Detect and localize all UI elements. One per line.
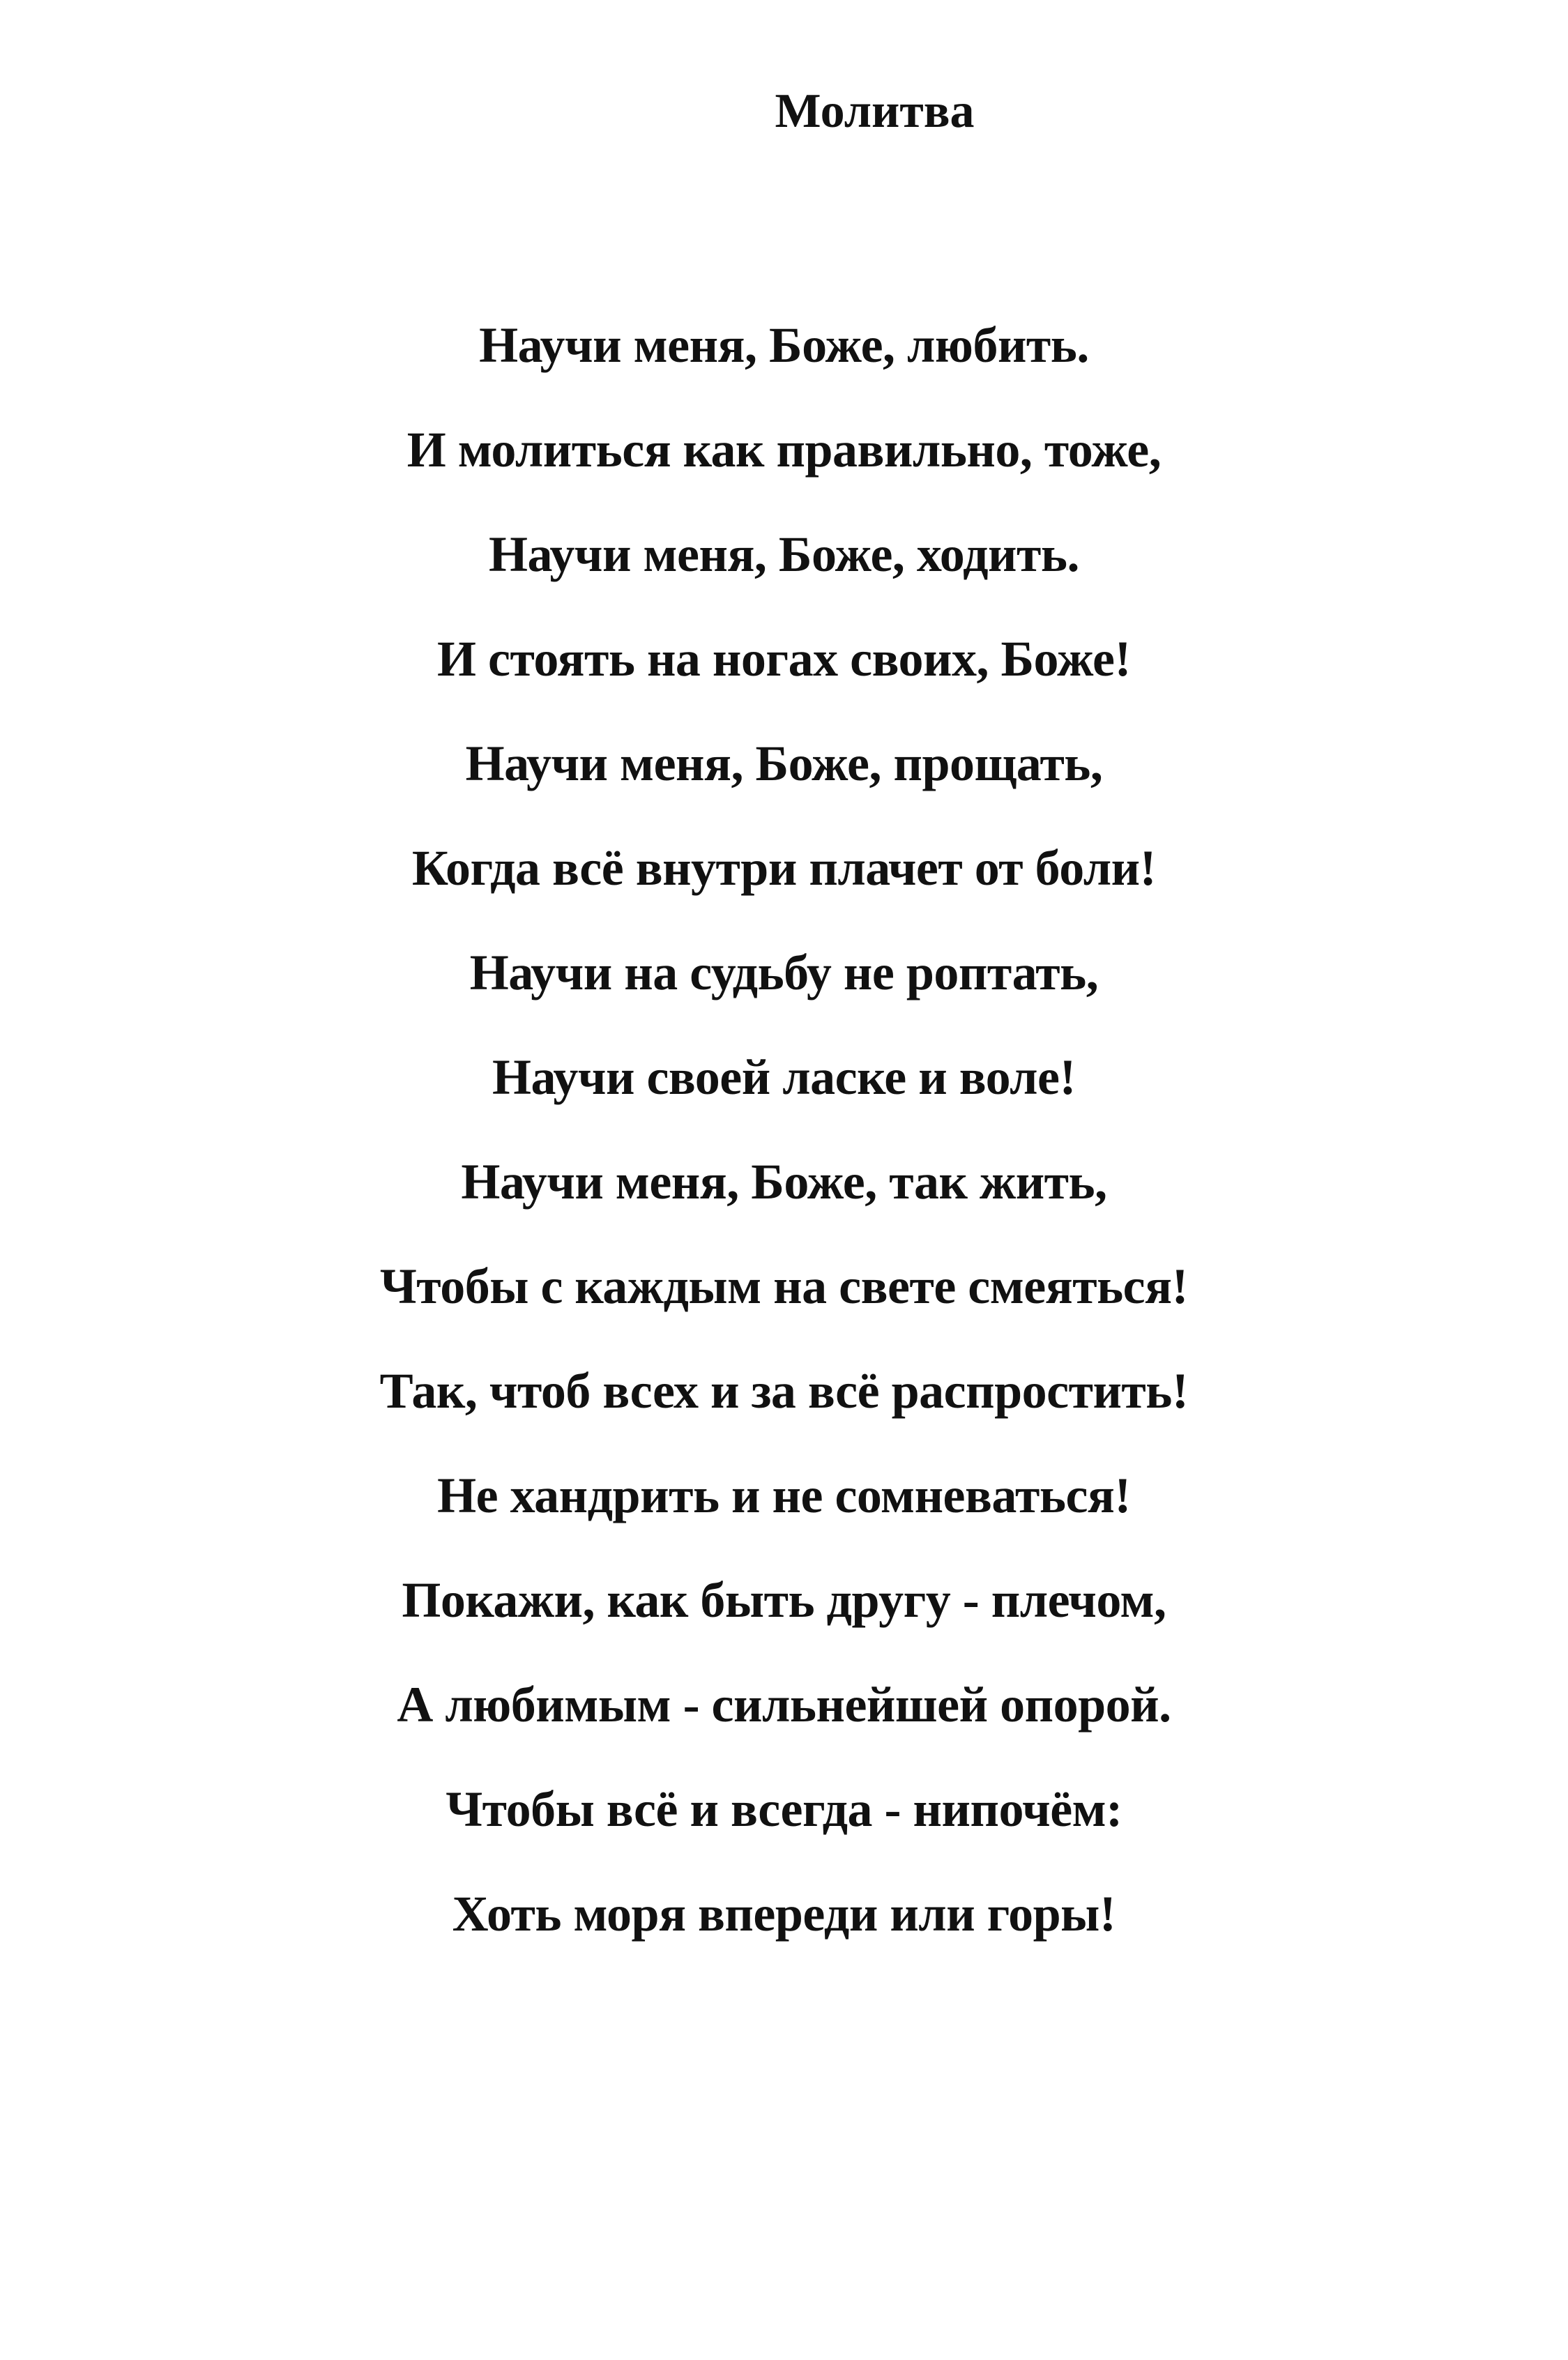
poem-line: И стоять на ногах своих, Боже! [437, 631, 1131, 687]
poem-line: Научи на судьбу не роптать, [469, 945, 1099, 1000]
poem-body [0, 314, 1568, 1987]
poem-line: Научи меня, Боже, ходить. [489, 526, 1079, 582]
poem-line: Не хандрить и не сомневаться! [437, 1468, 1131, 1523]
poem-line: А любимым - сильнейшей опорой. [397, 1677, 1171, 1733]
poem-line: Чтобы с каждым на свете смеяться! [379, 1258, 1189, 1314]
poem-line: Покажи, как быть другу - плечом, [402, 1572, 1166, 1628]
poem-line: Когда всё внутри плачет от боли! [411, 840, 1157, 896]
poem-line: Чтобы всё и всегда - нипочём: [446, 1781, 1122, 1837]
poem-line: Научи меня, Боже, так жить, [461, 1154, 1107, 1210]
poem-line: Научи своей ласке и воле! [492, 1049, 1076, 1105]
poem-line: И молиться как правильно, тоже, [406, 422, 1162, 478]
poem-title: Молитва [775, 84, 975, 138]
poem-line: Научи меня, Боже, любить. [479, 317, 1089, 373]
poem-line: Так, чтоб всех и за всё распростить! [379, 1363, 1189, 1419]
poem-line: Научи меня, Боже, прощать, [465, 736, 1103, 791]
poem-line: Хоть моря впереди или горы! [452, 1886, 1116, 1942]
